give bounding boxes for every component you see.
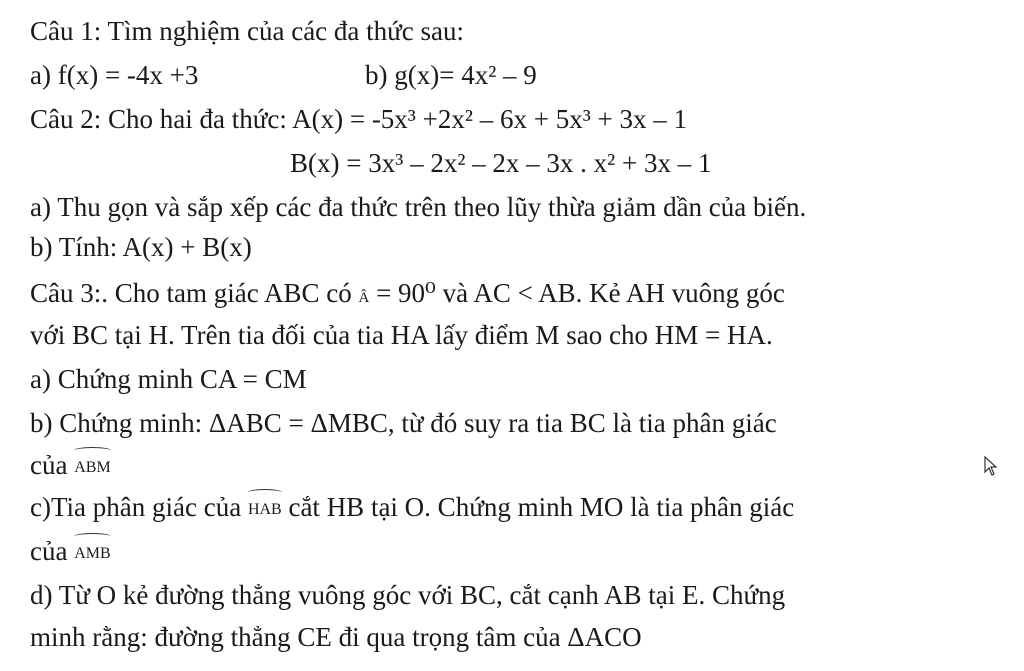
angle-abm-symbol: ABM	[74, 451, 110, 485]
q3-part-d-line2: minh rằng: đường thẳng CE đi qua trọng tâm của ΔACO	[30, 622, 642, 652]
q1-part-b: b) g(x)= 4x² – 9	[365, 60, 537, 90]
q3-intro-rest: = 90⁰ và AC < AB. Kẻ AH vuông góc	[376, 278, 785, 308]
q3-part-d-line1: d) Từ O kẻ đường thẳng vuông góc với BC, cắt cạnh AB tại E. Chứng	[30, 580, 786, 610]
q3-part-c-post: cắt HB tại O. Chứng minh MO là tia phân giác	[288, 492, 795, 522]
q3-part-c-pre: c)Tia phân giác của	[30, 492, 242, 522]
q3-part-b-cont	[30, 448, 111, 487]
q2-title: Câu 2: Cho hai đa thức:	[30, 104, 287, 134]
q2-row	[30, 102, 687, 136]
q3-line1	[30, 276, 785, 315]
q3-part-b-cont-text: của	[30, 450, 68, 480]
angle-hab-symbol: HAB	[248, 493, 282, 527]
q3-part-a: a) Chứng minh CA = CM	[30, 364, 307, 394]
angle-amb-symbol: AMB	[74, 537, 110, 571]
q2-poly-a: A(x) = -5x³ +2x² – 6x + 5x³ + 3x – 1	[292, 104, 688, 134]
q1-title: Câu 1: Tìm nghiệm của các đa thức sau:	[30, 16, 465, 46]
q2-part-a: a) Thu gọn và sắp xếp các đa thức trên theo lũy thừa giảm dần của biến.	[30, 192, 807, 222]
q2-poly-b: B(x) = 3x³ – 2x² – 2x – 3x . x² + 3x – 1	[290, 148, 712, 178]
q3-intro: Câu 3:. Cho tam giác ABC có	[30, 278, 352, 308]
mouse-pointer-icon	[984, 456, 998, 476]
angle-a-symbol: Â	[358, 290, 370, 306]
q3-part-b: b) Chứng minh: ΔABC = ΔMBC, từ đó suy ra tia BC là tia phân giác	[30, 408, 777, 438]
q1-row	[30, 58, 537, 92]
q3-part-c	[30, 490, 794, 529]
q3-line2: với BC tại H. Trên tia đối của tia HA lấy điểm M sao cho HM = HA.	[30, 320, 773, 350]
q3-part-c-cont	[30, 534, 111, 573]
q1-part-a: a) f(x) = -4x +3	[30, 60, 199, 90]
q2-part-b: b) Tính: A(x) + B(x)	[30, 232, 252, 262]
q3-part-c-cont-text: của	[30, 536, 68, 566]
